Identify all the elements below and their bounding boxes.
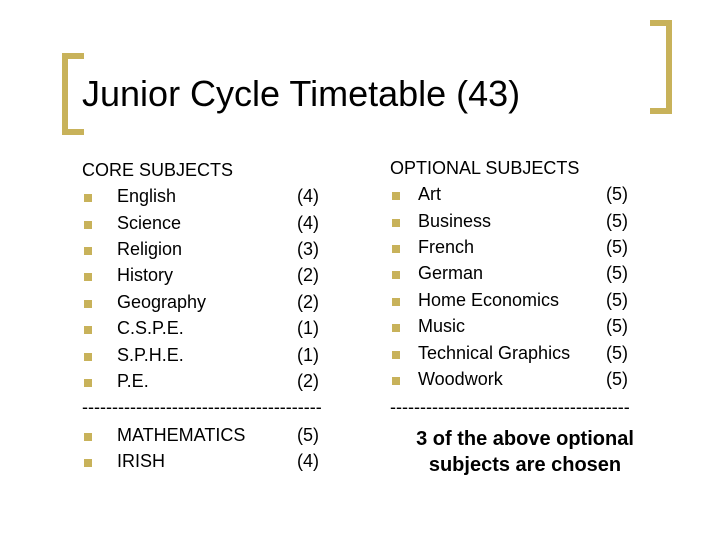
- subject-hours: (5): [606, 211, 628, 231]
- bullet-icon: [84, 273, 92, 281]
- bullet-icon: [84, 433, 92, 441]
- subject-hours: (3): [297, 239, 319, 259]
- subject-hours: (4): [297, 451, 319, 471]
- bullet-icon: [84, 459, 92, 467]
- bullet-icon: [84, 326, 92, 334]
- subject-name: C.S.P.E.: [117, 318, 184, 338]
- optional-subjects-column: [390, 158, 680, 478]
- bullet-icon: [392, 298, 400, 306]
- subject-hours: (2): [297, 265, 319, 285]
- subject-name: History: [117, 265, 174, 285]
- note-line: 3 of the above optional: [416, 428, 634, 450]
- subject-hours: (5): [606, 316, 628, 336]
- subject-hours: (5): [606, 290, 628, 310]
- bullet-icon: [84, 300, 92, 308]
- subject-name: Business: [418, 211, 492, 231]
- bullet-icon: [84, 221, 92, 229]
- optional-selection-note: [390, 426, 660, 478]
- subject-name: German: [418, 263, 484, 283]
- subject-hours: (2): [297, 292, 319, 312]
- subject-hours: (5): [606, 237, 628, 257]
- bullet-icon: [84, 353, 92, 361]
- divider: ----------------------------------------: [82, 397, 322, 417]
- bullet-icon: [392, 377, 400, 385]
- subject-hours: (5): [606, 343, 628, 363]
- bullet-icon: [84, 247, 92, 255]
- subject-name: P.E.: [117, 371, 149, 391]
- subject-hours: (1): [297, 318, 319, 338]
- subject-hours: (4): [297, 186, 319, 206]
- right-bracket-decoration: [650, 20, 672, 114]
- optional-subjects-heading: OPTIONAL SUBJECTS: [390, 158, 580, 178]
- subject-hours: (5): [297, 425, 319, 445]
- bullet-icon: [84, 194, 92, 202]
- subject-hours: (5): [606, 263, 628, 283]
- bullet-icon: [392, 245, 400, 253]
- page-title: Junior Cycle Timetable (43): [82, 73, 521, 114]
- subject-hours: (1): [297, 345, 319, 365]
- subject-name: IRISH: [117, 451, 166, 471]
- subject-hours: (2): [297, 371, 319, 391]
- bullet-icon: [392, 219, 400, 227]
- subject-name: Geography: [117, 292, 207, 312]
- subject-name: Home Economics: [418, 290, 560, 310]
- subject-hours: (5): [606, 369, 628, 389]
- subject-name: Technical Graphics: [418, 343, 571, 363]
- subject-name: S.P.H.E.: [117, 345, 184, 365]
- subject-hours: (5): [606, 184, 628, 204]
- bullet-icon: [392, 351, 400, 359]
- bullet-icon: [392, 271, 400, 279]
- left-bracket-decoration: [62, 53, 84, 135]
- subject-name: Art: [418, 184, 442, 204]
- core-subjects-column: [82, 160, 372, 480]
- subject-name: MATHEMATICS: [117, 425, 246, 445]
- subject-name: Woodwork: [418, 369, 503, 389]
- bullet-icon: [392, 192, 400, 200]
- subject-name: Science: [117, 213, 182, 233]
- bullet-icon: [392, 324, 400, 332]
- note-line: subjects are chosen: [428, 454, 622, 476]
- subject-name: English: [117, 186, 177, 206]
- bullet-icon: [84, 379, 92, 387]
- divider: ----------------------------------------: [390, 397, 630, 417]
- subject-name: French: [418, 237, 475, 257]
- core-subjects-heading: CORE SUBJECTS: [82, 160, 234, 180]
- subject-name: Music: [418, 316, 466, 336]
- subject-name: Religion: [117, 239, 183, 259]
- subject-hours: (4): [297, 213, 319, 233]
